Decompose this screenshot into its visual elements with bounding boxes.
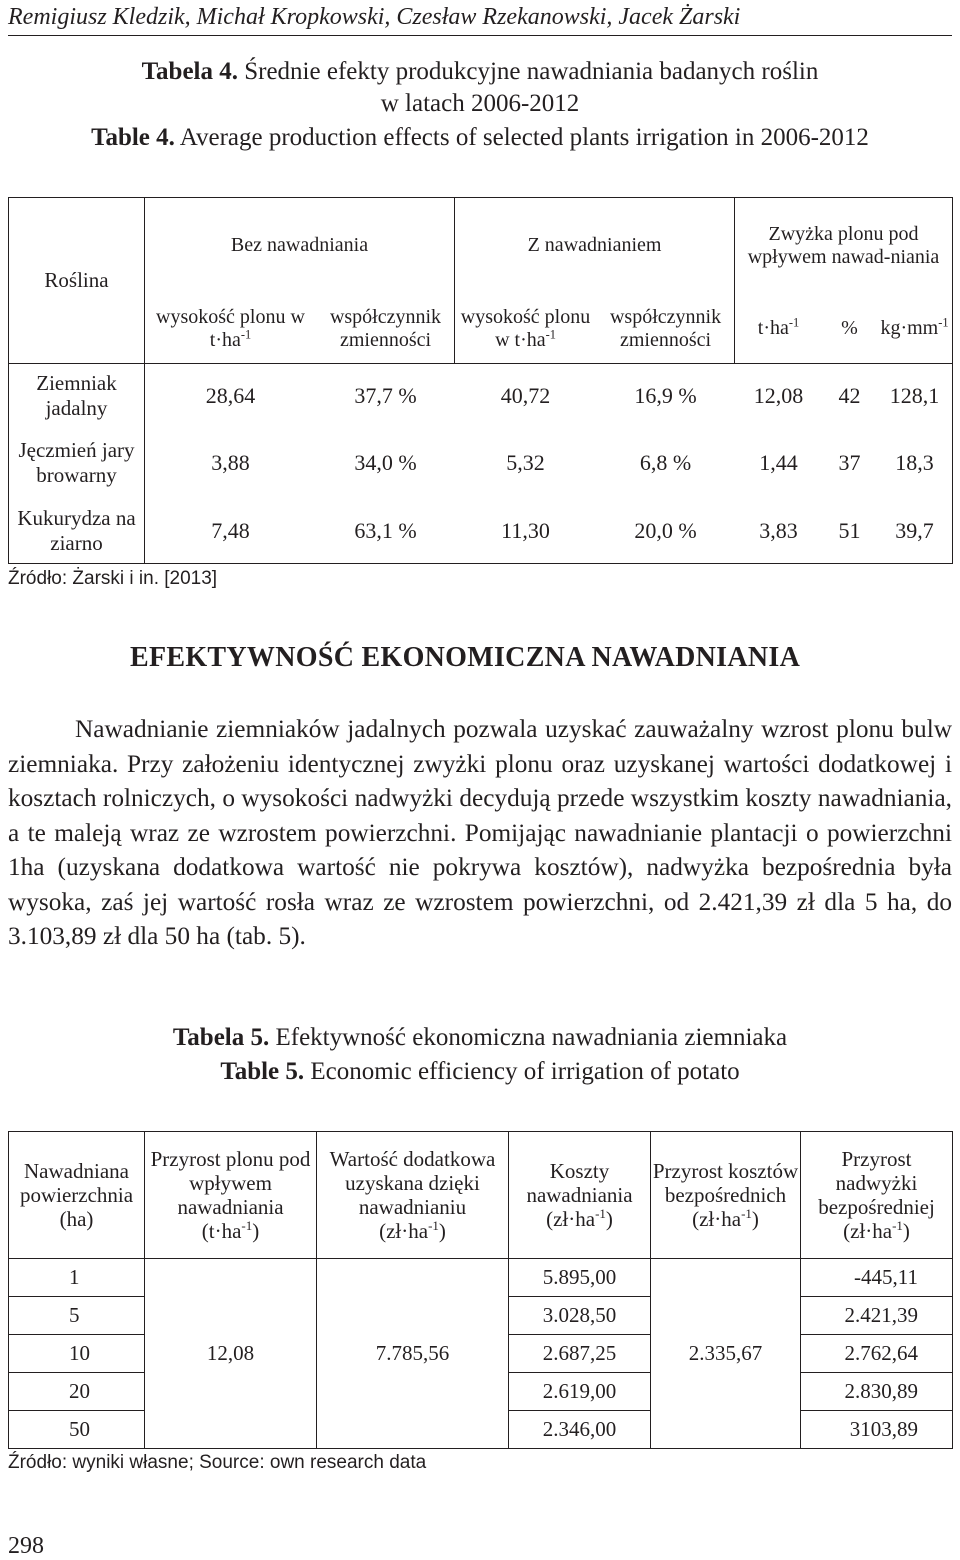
running-header-authors: Remigiusz Kledzik, Michał Kropkowski, Czesław Rzekanowski, Jacek Żarski bbox=[8, 4, 741, 30]
table4-caption-pl-line1 bbox=[0, 58, 960, 86]
t4-cell: 63,1 % bbox=[317, 498, 455, 564]
t5-cell-area: 5 bbox=[9, 1297, 145, 1335]
table5-label-pl: Tabela 5. bbox=[172, 1024, 270, 1051]
t5-cell-surplus: 2.830,89 bbox=[801, 1373, 953, 1411]
t4-cell: 20,0 % bbox=[597, 498, 735, 564]
t5-cell-costs: 2.687,25 bbox=[509, 1335, 651, 1373]
t5-cell-area: 50 bbox=[9, 1411, 145, 1449]
table4-caption-pl-line2: w latach 2006-2012 bbox=[380, 90, 580, 117]
t5-cell-added-value: 7.785,56 bbox=[317, 1259, 509, 1449]
t4-cell: 16,9 % bbox=[634, 382, 697, 408]
t4-cell: 37,7 % bbox=[354, 382, 417, 408]
t5-header-direct-costs: Przyrost kosztów bezpośrednich $(zł\cdot ha^{-1})$ bbox=[651, 1132, 801, 1259]
t4-header-yield-without: wysokość plonu w $t\cdot ha^{-1}$ bbox=[145, 294, 317, 364]
t5-cell-area: 1 bbox=[9, 1259, 145, 1297]
t4-header-inc-t: $t\cdot ha^{-1}$ bbox=[735, 294, 823, 364]
t4-cell: 3,88 bbox=[211, 449, 250, 475]
table-row bbox=[9, 1259, 953, 1297]
t4-cell: 39,7 bbox=[877, 498, 953, 564]
table-row bbox=[9, 364, 953, 428]
t4-cell: 128,1 bbox=[877, 364, 953, 428]
t4-cell: 18,3 bbox=[877, 428, 953, 498]
table4-title-en: Average production effects of selected plants irrigation in 2006-2012 bbox=[179, 124, 869, 151]
page-number: 298 bbox=[8, 1533, 44, 1559]
table5-title-en: Economic efficiency of irrigation of potato bbox=[310, 1058, 740, 1085]
t4-cell: 6,8 % bbox=[639, 449, 692, 475]
section-heading: EFEKTYWNOŚĆ EKONOMICZNA NAWADNIANIA bbox=[130, 642, 801, 673]
t5-cell-area: 10 bbox=[9, 1335, 145, 1373]
t5-cell-direct-costs: 2.335,67 bbox=[651, 1259, 801, 1449]
t4-header-inc-pct: % bbox=[823, 294, 877, 364]
t5-cell-surplus: 3103,89 bbox=[801, 1411, 953, 1449]
body-paragraph-text: Nawadnianie ziemniaków jadalnych pozwala uzyskać zauważalny wzrost plonu bulw ziemniaka. Przy założeniu identycznej zwyżki plonu oraz uzyskanej wartości dodatkowej i kosztach rolniczych, o wysokości nadwyżki decydują przede wszystkim koszty nawadniania, a te maleją wraz ze wzrostem powierzchni. Pomijając nawadnianie plantacji o powierzchni 1ha (uzyskana dodatkowa wartość nie pokrywa kosztów), nadwyżka bezpośrednia była wysoka, zaś jej wartość rosła wraz ze wzrostem powierzchni, od 2.421,39 zł dla 5 ha, do 3.103,89 zł dla 50 ha (tab. 5). bbox=[8, 715, 952, 950]
t4-cell: 12,08 bbox=[753, 382, 804, 408]
table5-label-en: Table 5. bbox=[220, 1058, 305, 1085]
t4-cell: 40,72 bbox=[500, 382, 551, 408]
t5-cell-costs: 3.028,50 bbox=[509, 1297, 651, 1335]
t4-header-plant: Roślina bbox=[9, 198, 145, 364]
t4-cell: 28,64 bbox=[205, 382, 256, 408]
t4-cell: 3,83 bbox=[735, 498, 823, 564]
t4-cell: 5,32 bbox=[506, 449, 545, 475]
t5-header-costs: Koszty nawadniania $(zł\cdot ha^{-1})$ bbox=[509, 1132, 651, 1259]
t4-header-inc-kg: $kg\cdot mm^{-1}$ bbox=[877, 294, 953, 364]
t5-cell-area: 20 bbox=[9, 1373, 145, 1411]
table5-source: Źródło: wyniki własne; Source: own research data bbox=[8, 1452, 427, 1473]
t5-header-area: Nawadniana powierzchnia (ha) bbox=[9, 1132, 145, 1259]
table5 bbox=[8, 1131, 953, 1449]
t4-header-cv-without: współczynnik zmienności bbox=[317, 294, 455, 364]
table4 bbox=[8, 197, 953, 564]
t4-header-cv-with: współczynnik zmienności bbox=[597, 294, 735, 364]
t4-cell: 34,0 % bbox=[354, 449, 417, 475]
t5-cell-surplus: 2.762,64 bbox=[801, 1335, 953, 1373]
table4-source: Źródło: Żarski i in. [2013] bbox=[8, 568, 218, 589]
t5-cell-surplus: 2.421,39 bbox=[801, 1297, 953, 1335]
table4-label-pl: Tabela 4. bbox=[141, 58, 238, 85]
header-rule bbox=[8, 35, 952, 36]
table5-caption-pl bbox=[0, 1024, 960, 1052]
t5-cell-surplus: -445,11 bbox=[801, 1259, 953, 1297]
t4-cell: 1,44 bbox=[759, 449, 798, 475]
table-row bbox=[9, 428, 953, 498]
table5-caption-en bbox=[0, 1058, 960, 1086]
body-paragraph bbox=[8, 712, 952, 954]
t4-header-without: Bez nawadniania bbox=[145, 198, 455, 294]
t5-header-surplus: Przyrost nadwyżki bezpośredniej $(zł\cdot ha^{-1})$ bbox=[801, 1132, 953, 1259]
t4-header-with: Z nawadnianiem bbox=[455, 198, 735, 294]
table4-label-en: Table 4. bbox=[91, 124, 175, 151]
table4-caption-en bbox=[0, 124, 960, 152]
t4-header-yield-with: wysokość plonu w $t\cdot ha^{-1}$ bbox=[455, 294, 597, 364]
t5-header-yield-inc: Przyrost plonu pod wpływem nawadniania $(t\cdot ha^{-1})$ bbox=[145, 1132, 317, 1259]
t4-cell-plant: Ziemniak jadalny bbox=[9, 364, 145, 428]
t4-cell: 37 bbox=[838, 449, 861, 475]
t4-cell: 11,30 bbox=[455, 498, 597, 564]
t4-cell-plant: Kukurydza na ziarno bbox=[9, 498, 145, 564]
t4-cell: 42 bbox=[838, 382, 861, 408]
table-row bbox=[9, 498, 953, 564]
table4-title-pl: Średnie efekty produkcyjne nawadniania badanych roślin bbox=[244, 58, 819, 85]
t5-cell-costs: 2.619,00 bbox=[509, 1373, 651, 1411]
t5-cell-yield-inc: 12,08 bbox=[145, 1259, 317, 1449]
t5-header-added-value: Wartość dodatkowa uzyskana dzięki nawadnianiu $(zł\cdot ha^{-1})$ bbox=[317, 1132, 509, 1259]
table5-title-pl: Efektywność ekonomiczna nawadniania ziemniaka bbox=[275, 1024, 788, 1051]
t4-header-increase: Zwyżka plonu pod wpływem nawad-niania bbox=[735, 198, 953, 294]
t5-cell-costs: 5.895,00 bbox=[509, 1259, 651, 1297]
t4-cell-plant: Jęczmień jary browarny bbox=[9, 428, 145, 498]
t4-cell: 7,48 bbox=[145, 498, 317, 564]
t4-cell: 51 bbox=[823, 498, 877, 564]
t5-cell-costs: 2.346,00 bbox=[509, 1411, 651, 1449]
